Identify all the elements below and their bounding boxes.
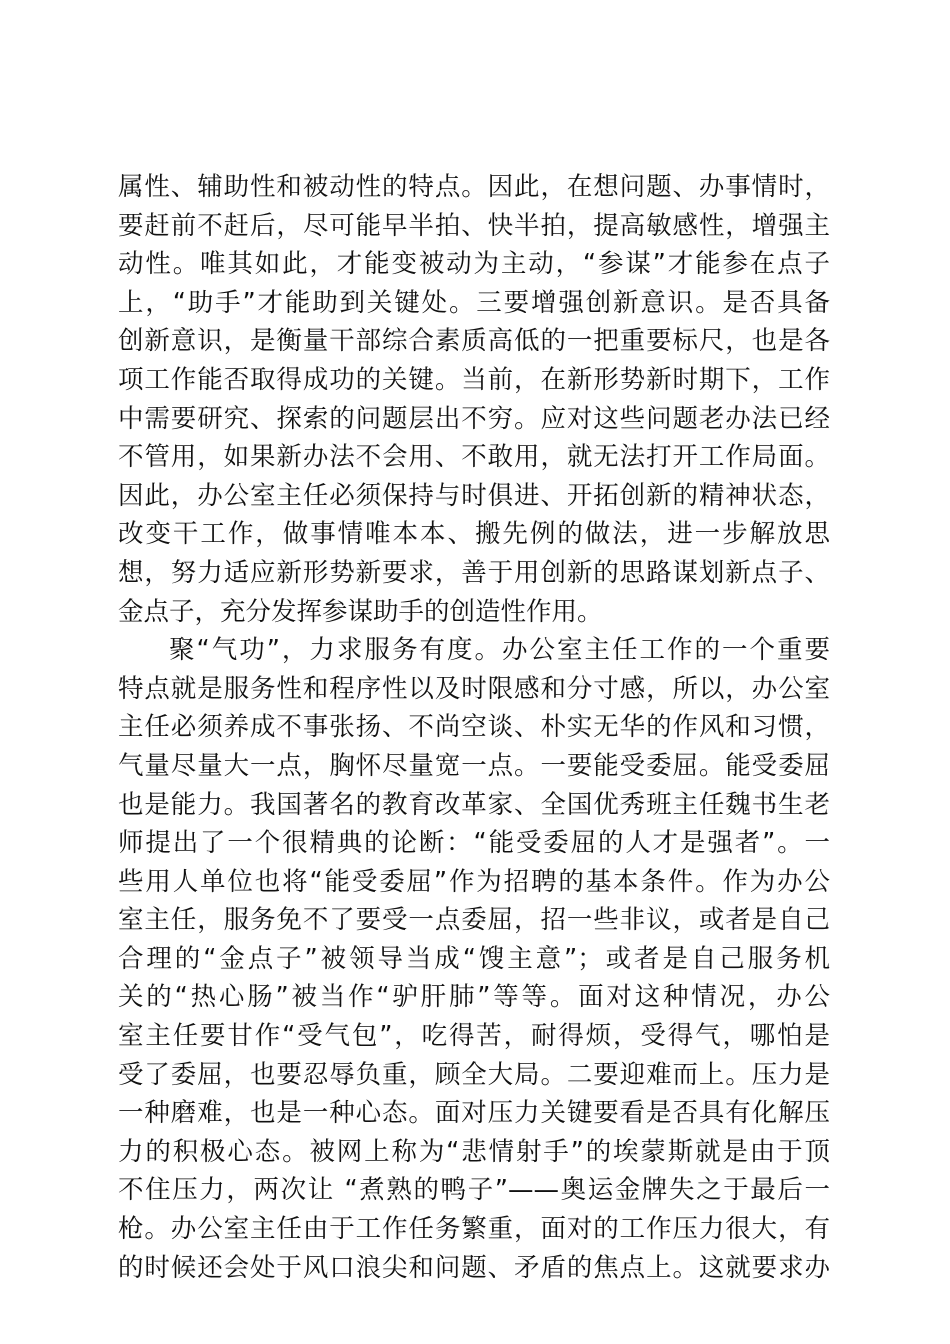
- text-line: 气量尽量大一点，胸怀尽量宽一点。一要能受委屈。能受委屈: [118, 750, 830, 781]
- text-line: 不住压力，两次让 “煮熟的鸭子”——奥运金牌失之于最后一: [118, 1175, 830, 1206]
- text-line: 一种磨难，也是一种心态。面对压力关键要看是否具有化解压: [118, 1098, 830, 1129]
- text-line: 枪。办公室主任由于工作任务繁重，面对的工作压力很大，有: [118, 1214, 830, 1245]
- text-line: 合理的“金点子”被领导当成“馊主意”；或者是自己服务机: [118, 943, 830, 974]
- text-line: 项工作能否取得成功的关键。当前，在新形势新时期下，工作: [118, 364, 830, 395]
- paragraph-first-line: 聚“气功”，力求服务有度。办公室主任工作的一个重要: [169, 635, 830, 666]
- text-line: 动性。唯其如此，才能变被动为主动，“参谋”才能参在点子: [118, 249, 830, 280]
- text-line: 创新意识，是衡量干部综合素质高低的一把重要标尺，也是各: [118, 326, 830, 357]
- text-line: 室主任，服务免不了要受一点委屈，招一些非议，或者是自己: [118, 905, 830, 936]
- text-line: 也是能力。我国著名的教育改革家、全国优秀班主任魏书生老: [118, 789, 830, 820]
- text-line: 属性、辅助性和被动性的特点。因此，在想问题、办事情时，: [118, 172, 830, 202]
- text-line: 特点就是服务性和程序性以及时限感和分寸感，所以，办公室: [118, 673, 830, 704]
- text-line: 力的积极心态。被网上称为“悲情射手”的埃蒙斯就是由于顶: [118, 1136, 830, 1167]
- text-line: 主任必须养成不事张扬、不尚空谈、朴实无华的作风和习惯，: [118, 712, 830, 743]
- text-line: 上，“助手”才能助到关键处。三要增强创新意识。是否具备: [118, 287, 830, 318]
- text-line: 室主任要甘作“受气包”，吃得苦，耐得烦，受得气，哪怕是: [118, 1021, 830, 1052]
- text-line: 因此，办公室主任必须保持与时俱进、开拓创新的精神状态，: [118, 480, 830, 511]
- text-line: 不管用，如果新办法不会用、不敢用，就无法打开工作局面。: [118, 442, 830, 473]
- text-line: 师提出了一个很精典的论断：“能受委屈的人才是强者”。一: [118, 828, 830, 859]
- text-line: 改变干工作，做事情唯本本、搬先例的做法，进一步解放思: [118, 519, 830, 550]
- text-line: 关的“热心肠”被当作“驴肝肺”等等。面对这种情况，办公: [118, 982, 830, 1013]
- text-line: 想，努力适应新形势新要求，善于用创新的思路谋划新点子、: [118, 557, 830, 588]
- text-line: 受了委屈，也要忍辱负重，顾全大局。二要迎难而上。压力是: [118, 1059, 830, 1090]
- text-line: 的时候还会处于风口浪尖和问题、矛盾的焦点上。这就要求办: [118, 1252, 830, 1283]
- paragraph-end-line: 金点子，充分发挥参谋助手的创造性作用。: [118, 596, 603, 627]
- text-line: 些用人单位也将“能受委屈”作为招聘的基本条件。作为办公: [118, 866, 830, 897]
- text-line: 中需要研究、探索的问题层出不穷。应对这些问题老办法已经: [118, 403, 830, 434]
- document-page: [118, 168, 830, 1287]
- text-line: 要赶前不赶后，尽可能早半拍、快半拍，提高敏感性，增强主: [118, 210, 830, 241]
